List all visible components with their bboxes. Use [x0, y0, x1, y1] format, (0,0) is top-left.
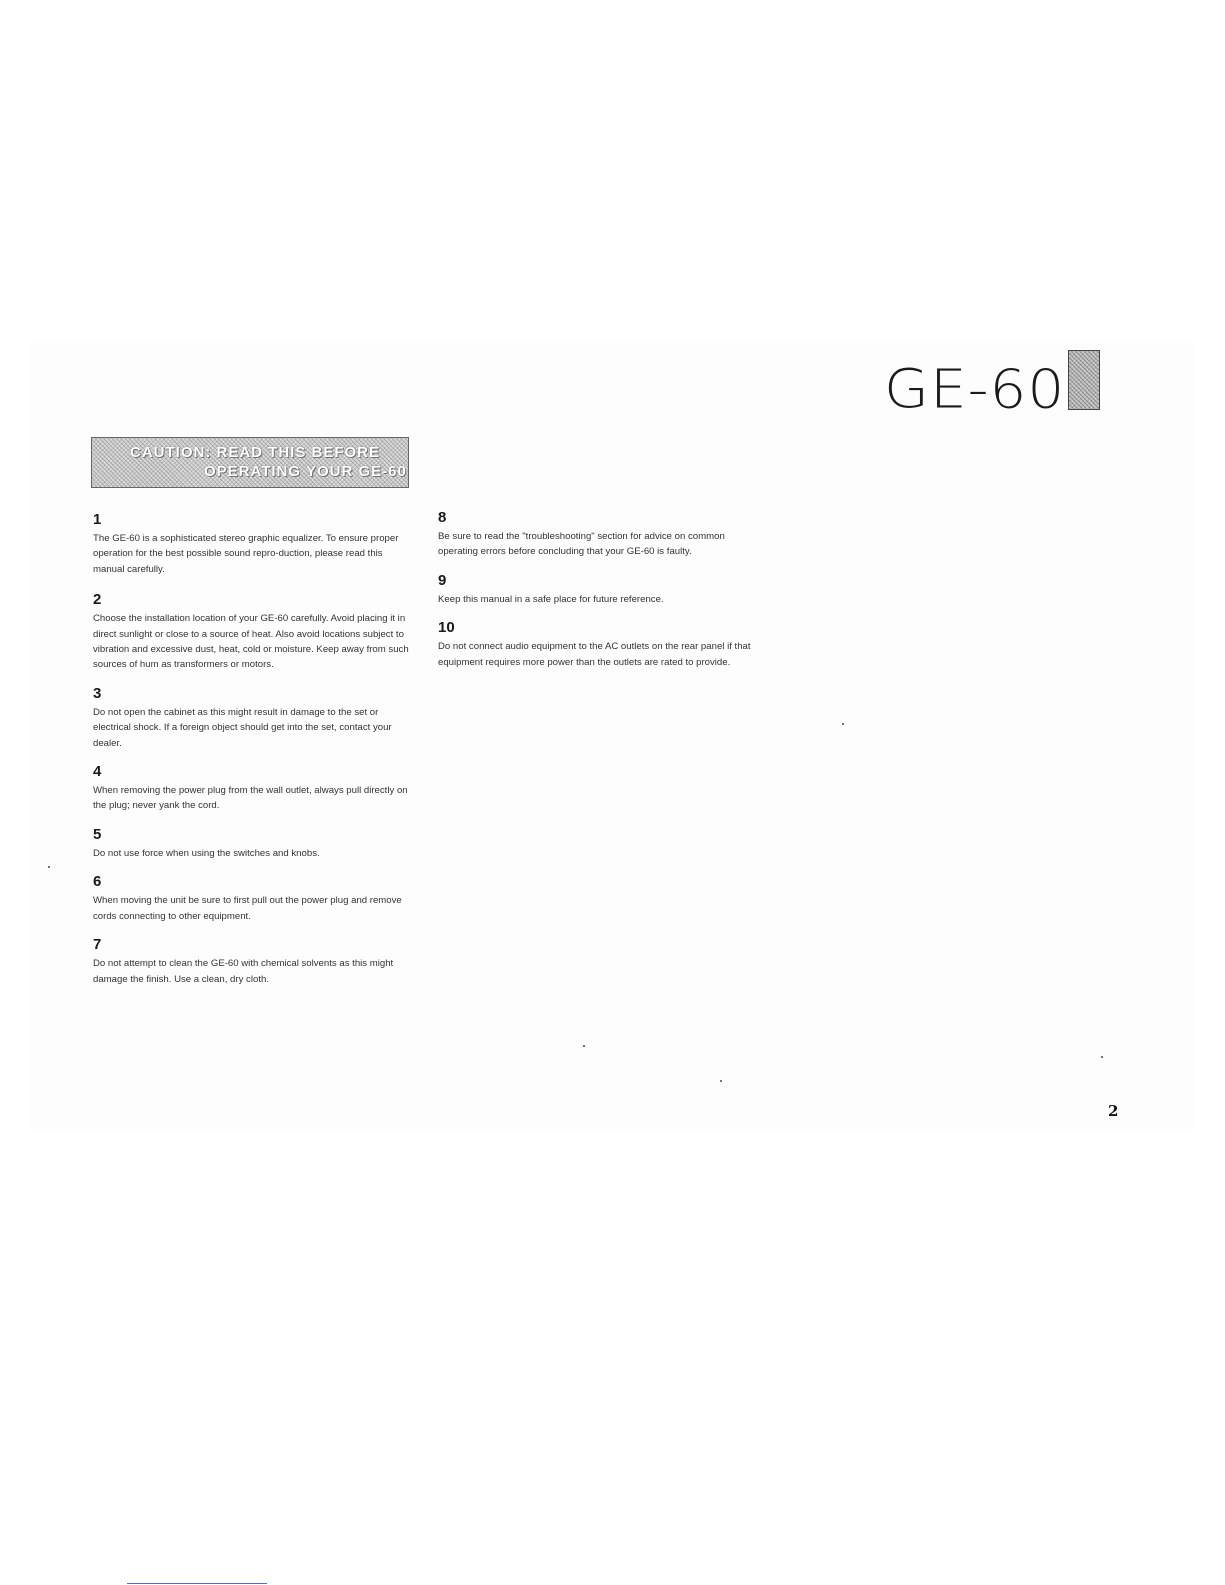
- caution-item: [93, 826, 413, 861]
- caution-item: [93, 936, 413, 987]
- item-number: 5: [93, 825, 102, 843]
- item-text: When moving the unit be sure to first pull out the power plug and remove cords connecting to other equipment.: [93, 895, 402, 922]
- scan-speck: [1101, 1056, 1103, 1058]
- item-text: Be sure to read the "troubleshooting" section for advice on common operating errors before concluding that your GE-60 is faulty.: [438, 531, 725, 558]
- item-number: 4: [93, 763, 102, 781]
- caution-line-1: CAUTION: READ THIS BEFORE: [130, 444, 380, 461]
- caution-item: [93, 685, 413, 751]
- caution-line-2: OPERATING YOUR GE-60: [204, 463, 407, 480]
- logo-text: GE-60: [884, 358, 1066, 421]
- item-number: 7: [93, 936, 102, 954]
- scan-speck: [842, 723, 844, 725]
- item-text: Choose the installation location of your GE-60 carefully. Avoid placing it in direct sunlight or close to a source of heat. Also avoid locations subject to vibration and excessive dust, heat, cold or moisture. Keep away from such sources of hum as transformers or motors.: [93, 613, 409, 671]
- caution-item: [438, 509, 758, 560]
- caution-item: [438, 619, 758, 670]
- item-number: 6: [93, 873, 102, 891]
- item-number: 9: [438, 571, 447, 589]
- footer-line: [127, 1583, 267, 1584]
- page-number: 2: [1108, 1102, 1119, 1120]
- caution-item: [93, 591, 413, 673]
- item-number: 1: [93, 511, 102, 528]
- ge60-logo: [884, 350, 1100, 421]
- caution-banner: [91, 437, 409, 488]
- item-text: Do not attempt to clean the GE-60 with chemical solvents as this might damage the finish. Use a clean, dry cloth.: [93, 958, 394, 985]
- scan-speck: [48, 866, 50, 868]
- scan-speck: [583, 1045, 585, 1047]
- item-text: Do not use force when using the switches and knobs.: [93, 847, 320, 859]
- caution-item: [93, 873, 413, 924]
- item-number: 10: [438, 619, 455, 637]
- caution-item: [93, 511, 413, 577]
- scan-speck: [720, 1080, 722, 1082]
- caution-item: [438, 572, 758, 607]
- item-number: 8: [438, 509, 447, 526]
- item-text: When removing the power plug from the wall outlet, always pull directly on the plug; never yank the cord.: [93, 785, 408, 812]
- item-text: Do not open the cabinet as this might result in damage to the set or electrical shock. If a foreign object should get into the set, contact your dealer.: [93, 706, 392, 749]
- item-text: Keep this manual in a safe place for future reference.: [438, 593, 664, 605]
- item-text: Do not connect audio equipment to the AC outlets on the rear panel if that equipment requires more power than the outlets are rated to provide.: [438, 641, 751, 668]
- item-number: 3: [93, 684, 102, 702]
- left-column: [93, 511, 413, 999]
- right-column: [438, 509, 758, 682]
- caution-item: [93, 763, 413, 814]
- item-text: The GE-60 is a sophisticated stereo graphic equalizer. To ensure proper operation for the best possible sound repro-duction, please read this manual carefully.: [93, 533, 399, 575]
- item-number: 2: [93, 591, 102, 609]
- logo-shaded-block: [1068, 350, 1100, 410]
